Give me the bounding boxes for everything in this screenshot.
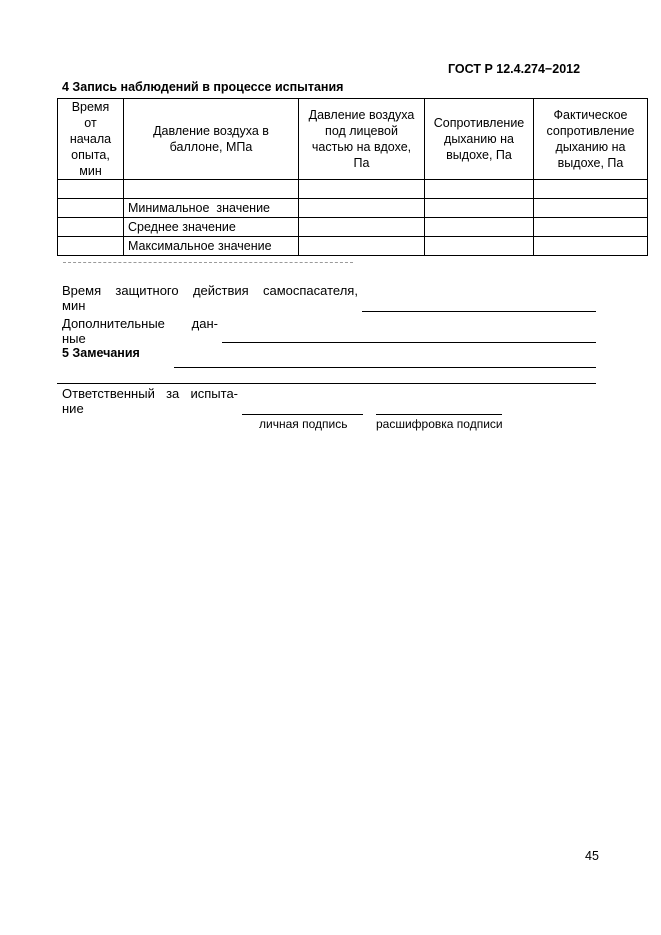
- row-label-avg: Среднее значение: [124, 218, 299, 237]
- table-cell[interactable]: [299, 237, 425, 256]
- page-number: 45: [585, 849, 599, 863]
- label-word: ние: [62, 401, 84, 416]
- table-cell[interactable]: [58, 180, 124, 199]
- table-cell[interactable]: [299, 218, 425, 237]
- label-word: Время: [62, 283, 102, 298]
- table-cell[interactable]: [58, 237, 124, 256]
- table-cell[interactable]: [124, 180, 299, 199]
- label-word: действия: [192, 283, 249, 298]
- document-code: ГОСТ Р 12.4.274−2012: [448, 62, 581, 76]
- table-row: [58, 199, 648, 218]
- observation-table: [57, 98, 648, 256]
- table-cell[interactable]: [534, 180, 648, 199]
- protect-time-label: [62, 283, 358, 313]
- label-word: Ответственный: [62, 386, 155, 401]
- col-header-mask-pressure: Давление воздуха под лицевой частью на вдохе, Па: [299, 99, 425, 180]
- table-cell[interactable]: [425, 237, 534, 256]
- label-word: самоспасателя,: [263, 283, 358, 298]
- col-header-cylinder-pressure: Давление воздуха в баллоне, МПа: [124, 99, 299, 180]
- signature-decoding-line[interactable]: [376, 414, 502, 415]
- remarks-input-line-1[interactable]: [174, 367, 596, 368]
- table-row: [58, 180, 648, 199]
- col-header-exhale-resistance: Сопротивление дыханию на выдохе, Па: [425, 99, 534, 180]
- table-cell[interactable]: [534, 237, 648, 256]
- table-cell[interactable]: [58, 218, 124, 237]
- signature-decoding-caption: расшифровка подписи: [376, 417, 503, 431]
- table-row: [58, 237, 648, 256]
- table-cell[interactable]: [299, 180, 425, 199]
- responsible-label: [62, 386, 238, 416]
- label-word: дан-: [191, 316, 218, 331]
- label-word: за: [166, 386, 180, 401]
- table-cell[interactable]: [425, 199, 534, 218]
- label-word: ные: [62, 331, 86, 346]
- section-5-title: 5 Замечания: [62, 346, 140, 360]
- row-label-min: Минимальное значение: [124, 199, 299, 218]
- table-cell[interactable]: [425, 180, 534, 199]
- table-cell[interactable]: [58, 199, 124, 218]
- col-header-actual-resistance: Фактическое сопротивление дыханию на выдохе, Па: [534, 99, 648, 180]
- row-label-max: Максимальное значение: [124, 237, 299, 256]
- table-cell[interactable]: [425, 218, 534, 237]
- signature-caption: личная подпись: [259, 417, 348, 431]
- label-word: защитного: [115, 283, 179, 298]
- table-cell[interactable]: [534, 218, 648, 237]
- remarks-input-line-2[interactable]: [57, 383, 596, 384]
- section-4-title: 4 Запись наблюдений в процессе испытания: [62, 80, 344, 94]
- additional-data-label: [62, 316, 218, 346]
- label-word: испыта-: [190, 386, 238, 401]
- table-cell[interactable]: [534, 199, 648, 218]
- table-header-row: [58, 99, 648, 180]
- additional-data-input-line[interactable]: [222, 342, 596, 343]
- faint-divider: [63, 262, 353, 263]
- col-header-time: Время от начала опыта, мин: [58, 99, 124, 180]
- protect-time-input-line[interactable]: [362, 311, 596, 312]
- table-cell[interactable]: [299, 199, 425, 218]
- signature-line[interactable]: [242, 414, 363, 415]
- label-word: мин: [62, 298, 86, 313]
- table-row: [58, 218, 648, 237]
- label-word: Дополнительные: [62, 316, 165, 331]
